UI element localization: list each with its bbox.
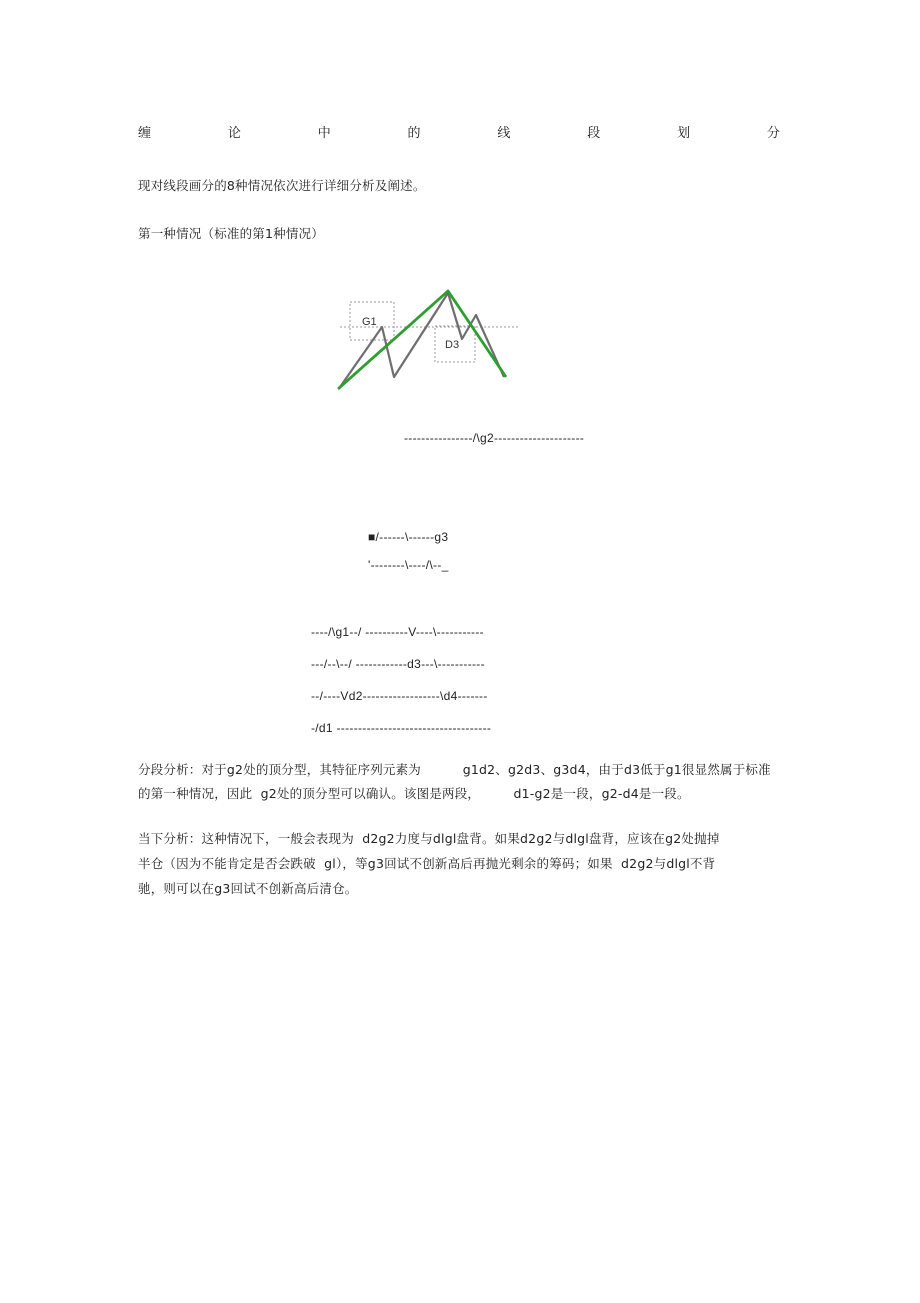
section-heading: 第一种情况（标准的第1种情况） bbox=[138, 226, 324, 241]
ascii-line: '--------\----/\--_ bbox=[368, 558, 449, 572]
segment-figure bbox=[330, 285, 530, 395]
current-analysis-line: 半仓（因为不能肯定是否会跌破 gl），等g3回试不创新高后再抛光剩余的筹码；如果 d2g2与dlgl不背 bbox=[138, 856, 716, 871]
title-char: 的 bbox=[407, 126, 421, 141]
ascii-line: ■/------\------g3 bbox=[368, 530, 449, 544]
title-char: 线 bbox=[497, 126, 511, 141]
d3-label: D3 bbox=[445, 339, 460, 351]
g1-label: G1 bbox=[362, 316, 377, 328]
title-char: 段 bbox=[587, 126, 601, 141]
title-char: 分 bbox=[766, 126, 780, 141]
title-char: 论 bbox=[227, 126, 241, 141]
ascii-line: ----------------/\g2--------------------- bbox=[404, 431, 585, 445]
document-title bbox=[138, 122, 780, 141]
ascii-line: ---/--\--/ ------------d3---\----------- bbox=[311, 657, 485, 671]
intro-text: 现对线段画分的8种情况依次进行详细分析及阐述。 bbox=[138, 178, 426, 193]
title-char: 中 bbox=[317, 126, 331, 141]
ascii-line: ----/\g1--/ ----------V----\----------- bbox=[311, 625, 484, 639]
ascii-line: --/----Vd2------------------\d4------- bbox=[311, 689, 488, 703]
segment-analysis-line: 分段分析：对于g2处的顶分型，其特征序列元素为 g1d2、g2d3、g3d4，由于d3低于g1很显然属于标准 bbox=[138, 762, 771, 777]
segment-analysis-line: 的第一种情况，因此 g2处的顶分型可以确认。该图是两段， d1-g2是一段，g2-d4是一段。 bbox=[138, 786, 690, 801]
title-char: 缠 bbox=[138, 126, 152, 141]
current-analysis-line: 驰，则可以在g3回试不创新高后清仓。 bbox=[138, 881, 358, 896]
current-analysis-line: 当下分析：这种情况下，一般会表现为 d2g2力度与dlgl盘背。如果d2g2与dlgl盘背，应该在g2处抛掉 bbox=[138, 831, 720, 846]
title-char: 划 bbox=[677, 126, 691, 141]
ascii-line: -/d1 ------------------------------------ bbox=[311, 721, 492, 735]
